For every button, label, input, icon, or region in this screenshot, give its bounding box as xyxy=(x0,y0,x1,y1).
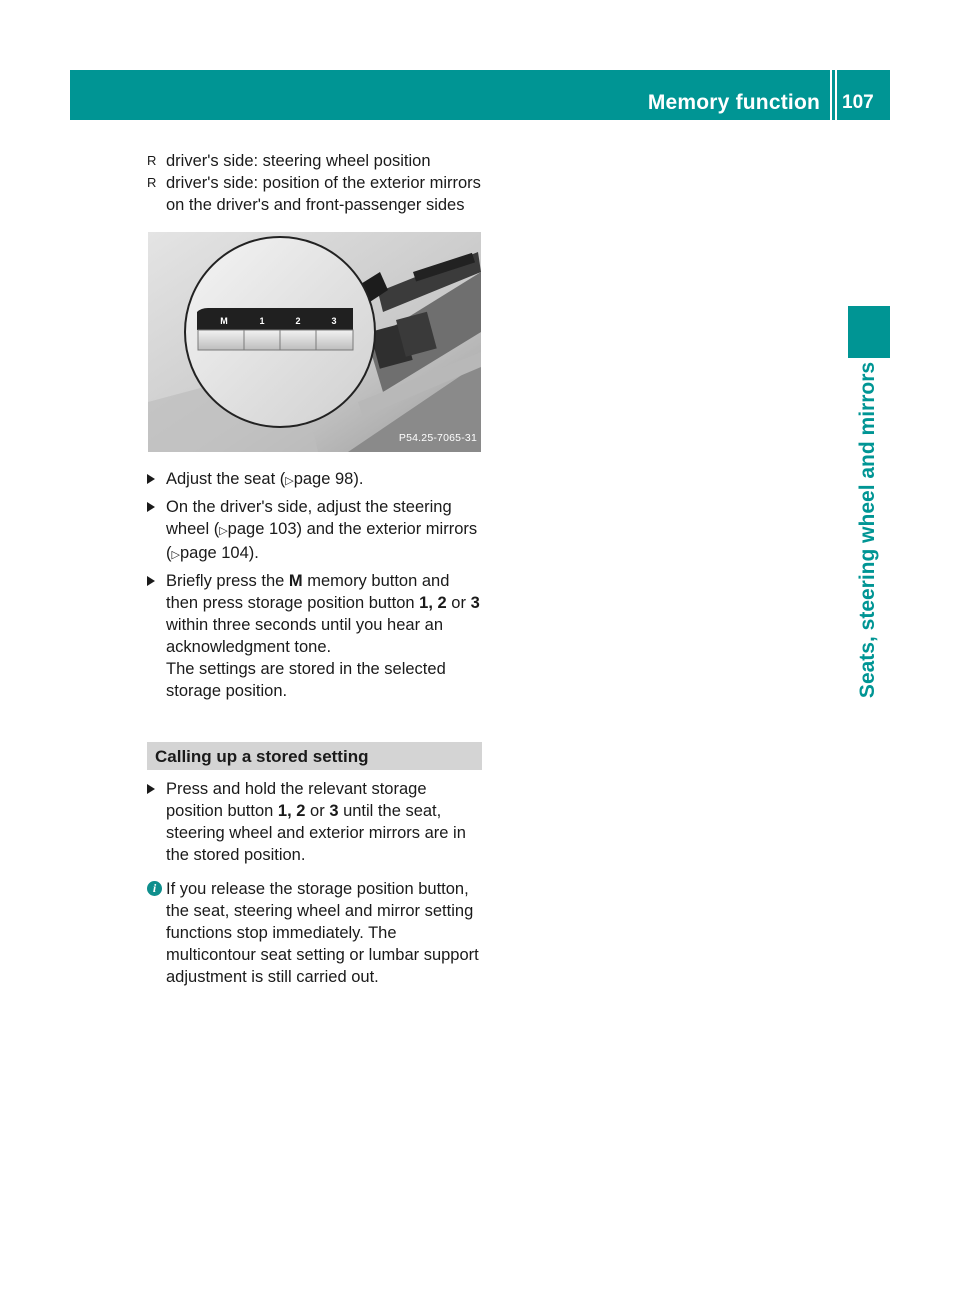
step-item xyxy=(147,468,482,492)
page-ref[interactable]: page 104). xyxy=(179,544,259,562)
step-item xyxy=(147,778,482,866)
step-text: or xyxy=(446,594,471,612)
memory-key: M xyxy=(288,572,303,590)
key-separator: , xyxy=(428,594,438,612)
page-title: Memory function xyxy=(647,91,820,114)
key-separator: , xyxy=(287,802,297,820)
storage-button-label: 3 xyxy=(331,316,337,326)
step-arrow-icon xyxy=(147,576,155,586)
step-text: memory button and then press storage position button xyxy=(166,572,450,612)
step-item xyxy=(147,496,482,566)
step-arrow-icon xyxy=(147,784,155,794)
storage-key: 3 xyxy=(470,594,480,612)
section-heading: Calling up a stored setting xyxy=(147,742,482,770)
step-text: Press and hold the relevant storage position button xyxy=(166,780,427,820)
info-icon: i xyxy=(147,881,162,896)
storage-button-label: 1 xyxy=(259,316,265,326)
header-separator xyxy=(830,70,832,120)
step-text: On the driver's side, adjust the steering wheel ( xyxy=(166,498,452,538)
step-arrow-icon xyxy=(147,474,155,484)
spacer xyxy=(147,866,482,878)
page-number: 107 xyxy=(842,92,874,113)
storage-key: 3 xyxy=(329,802,339,820)
bullet-icon: R xyxy=(147,153,157,168)
content-column xyxy=(147,150,482,988)
storage-key: 1 xyxy=(419,594,429,612)
door-panel-illustration xyxy=(148,232,481,452)
figure-code: P54.25-7065-31 xyxy=(398,432,477,444)
info-text: If you release the storage position button, the seat, steering wheel and mirror setting functions stop immediately. The multicontour seat setting or lumbar support adjustment is still carried out. xyxy=(166,880,479,986)
page-ref-arrow-icon: ▷ xyxy=(171,549,180,561)
list-item xyxy=(147,150,482,172)
header-bar xyxy=(70,70,890,120)
memory-buttons-figure xyxy=(148,232,481,452)
list-item xyxy=(147,172,482,216)
page-ref-arrow-icon: ▷ xyxy=(219,525,228,537)
page-ref[interactable]: page 103) and the exterior mirrors ( xyxy=(166,520,478,562)
step-arrow-icon xyxy=(147,502,155,512)
memory-button-label: M xyxy=(220,316,228,326)
step-item xyxy=(147,570,482,702)
storage-key: 2 xyxy=(296,802,306,820)
header-separator xyxy=(835,70,837,120)
storage-key: 2 xyxy=(437,594,447,612)
step-result: The settings are stored in the selected storage position. xyxy=(166,660,446,700)
step-text: until the seat, steering wheel and exterior mirrors are in the stored position. xyxy=(166,802,466,864)
step-text: Adjust the seat ( xyxy=(166,470,286,488)
page-ref-arrow-icon: ▷ xyxy=(285,475,294,487)
storage-key: 1 xyxy=(277,802,288,820)
chapter-title: Seats, steering wheel and mirrors xyxy=(856,361,879,699)
page-ref[interactable]: page 98). xyxy=(293,470,364,488)
step-text: or xyxy=(305,802,330,820)
list-item-text: driver's side: position of the exterior mirrors on the driver's and front-passenger sides xyxy=(166,174,481,214)
info-note xyxy=(147,878,482,988)
bullet-icon: R xyxy=(147,175,157,190)
storage-button-label: 2 xyxy=(295,316,301,326)
step-text: within three seconds until you hear an acknowledgment tone. xyxy=(166,616,444,656)
step-text: Briefly press the xyxy=(166,572,289,590)
list-item-text: driver's side: steering wheel position xyxy=(166,152,431,170)
